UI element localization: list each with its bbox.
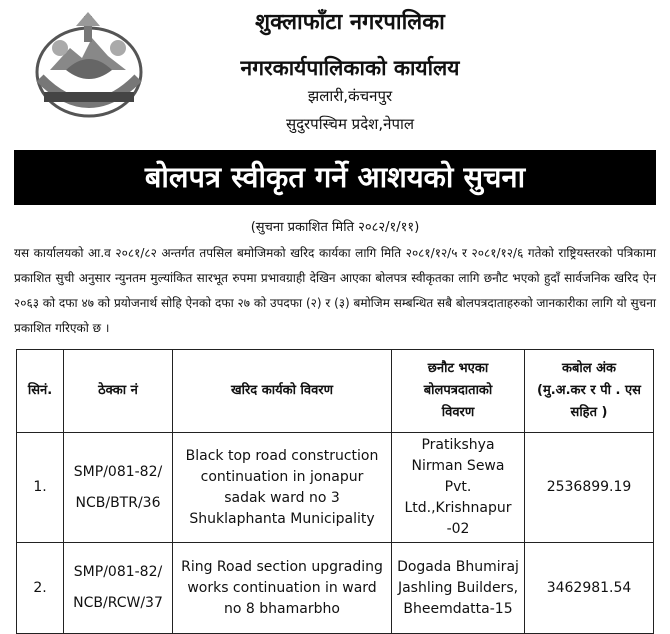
row-amount: 3462981.54 bbox=[525, 543, 654, 634]
row-contract-no: SMP/081-82/ NCB/RCW/37 bbox=[64, 543, 173, 634]
row-amount: 2536899.19 bbox=[525, 433, 654, 543]
row-description: Black top road construction continuation in jonapur sadak ward no 3 Shuklaphanta Municipality bbox=[173, 433, 392, 543]
row-bidder: Pratikshya Nirman Sewa Pvt. Ltd.,Krishnapur -02 bbox=[392, 433, 525, 543]
table-row bbox=[17, 433, 654, 543]
row-contract-no: SMP/081-82/ NCB/BTR/36 bbox=[64, 433, 173, 543]
office-subtitle: नगरकार्यपालिकाको कार्यालय bbox=[240, 56, 460, 80]
notice-body: यस कार्यालयको आ.व २०८१/८२ अन्तर्गत तपसिल बमोजिमको खरिद कार्यका लागि मिति २०८१/१२/५ र २०८१/१२/६ गतेको राष्ट्रियस्तरको पत्रिकामा प्रकाशित सुची अनुसार न्युनतम मुल्यांकित सारभूत रुपमा प्रभावग्राही देखिन आएका बोलपत्र स्वीकृतका लागि छनौट भएको हुदाँ सार्वजनिक खरिद ऐन २०६३ को दफा ४७ को प्रयोजनार्थ सोहि ऐनको दफा २७ को उपदफा (२) र (३) बमोजिम सम्बन्धित सबै बोलपत्रदाताहरुको जानकारीका लागि यो सुचना प्रकाशित गरिएको छ । bbox=[14, 246, 656, 335]
header-sn: सिनं. bbox=[17, 350, 64, 433]
header-amount: कबोल अंक (मु.अ.कर र पी . एस सहित ) bbox=[525, 350, 654, 433]
row-bidder: Dogada Bhumiraj Jashling Builders, Bheemdatta-15 bbox=[392, 543, 525, 634]
header-description: खरिद कार्यको विवरण bbox=[173, 350, 392, 433]
table-row bbox=[17, 543, 654, 634]
header-bidder: छनौट भएका बोलपत्रदाताको विवरण bbox=[392, 350, 525, 433]
publish-date: (सुचना प्रकाशित मिति २०८२/१/११) bbox=[250, 220, 420, 235]
office-province: सुदुरपस्चिम प्रदेश,नेपाल bbox=[285, 115, 415, 133]
row-sn: 1. bbox=[17, 433, 64, 543]
table-header-row bbox=[17, 350, 654, 433]
nepal-emblem-icon bbox=[30, 8, 148, 126]
row-sn: 2. bbox=[17, 543, 64, 634]
header-contract-no: ठेक्का नं bbox=[64, 350, 173, 433]
tender-table bbox=[16, 349, 654, 634]
notice-title: बोलपत्र स्वीकृत गर्ने आशयको सुचना bbox=[14, 150, 656, 205]
row-description: Ring Road section upgrading works continuation in ward no 8 bhamarbho bbox=[173, 543, 392, 634]
office-name: शुक्लाफाँटा नगरपालिका bbox=[255, 10, 445, 35]
office-address: झलारी,कंचनपुर bbox=[307, 87, 393, 105]
